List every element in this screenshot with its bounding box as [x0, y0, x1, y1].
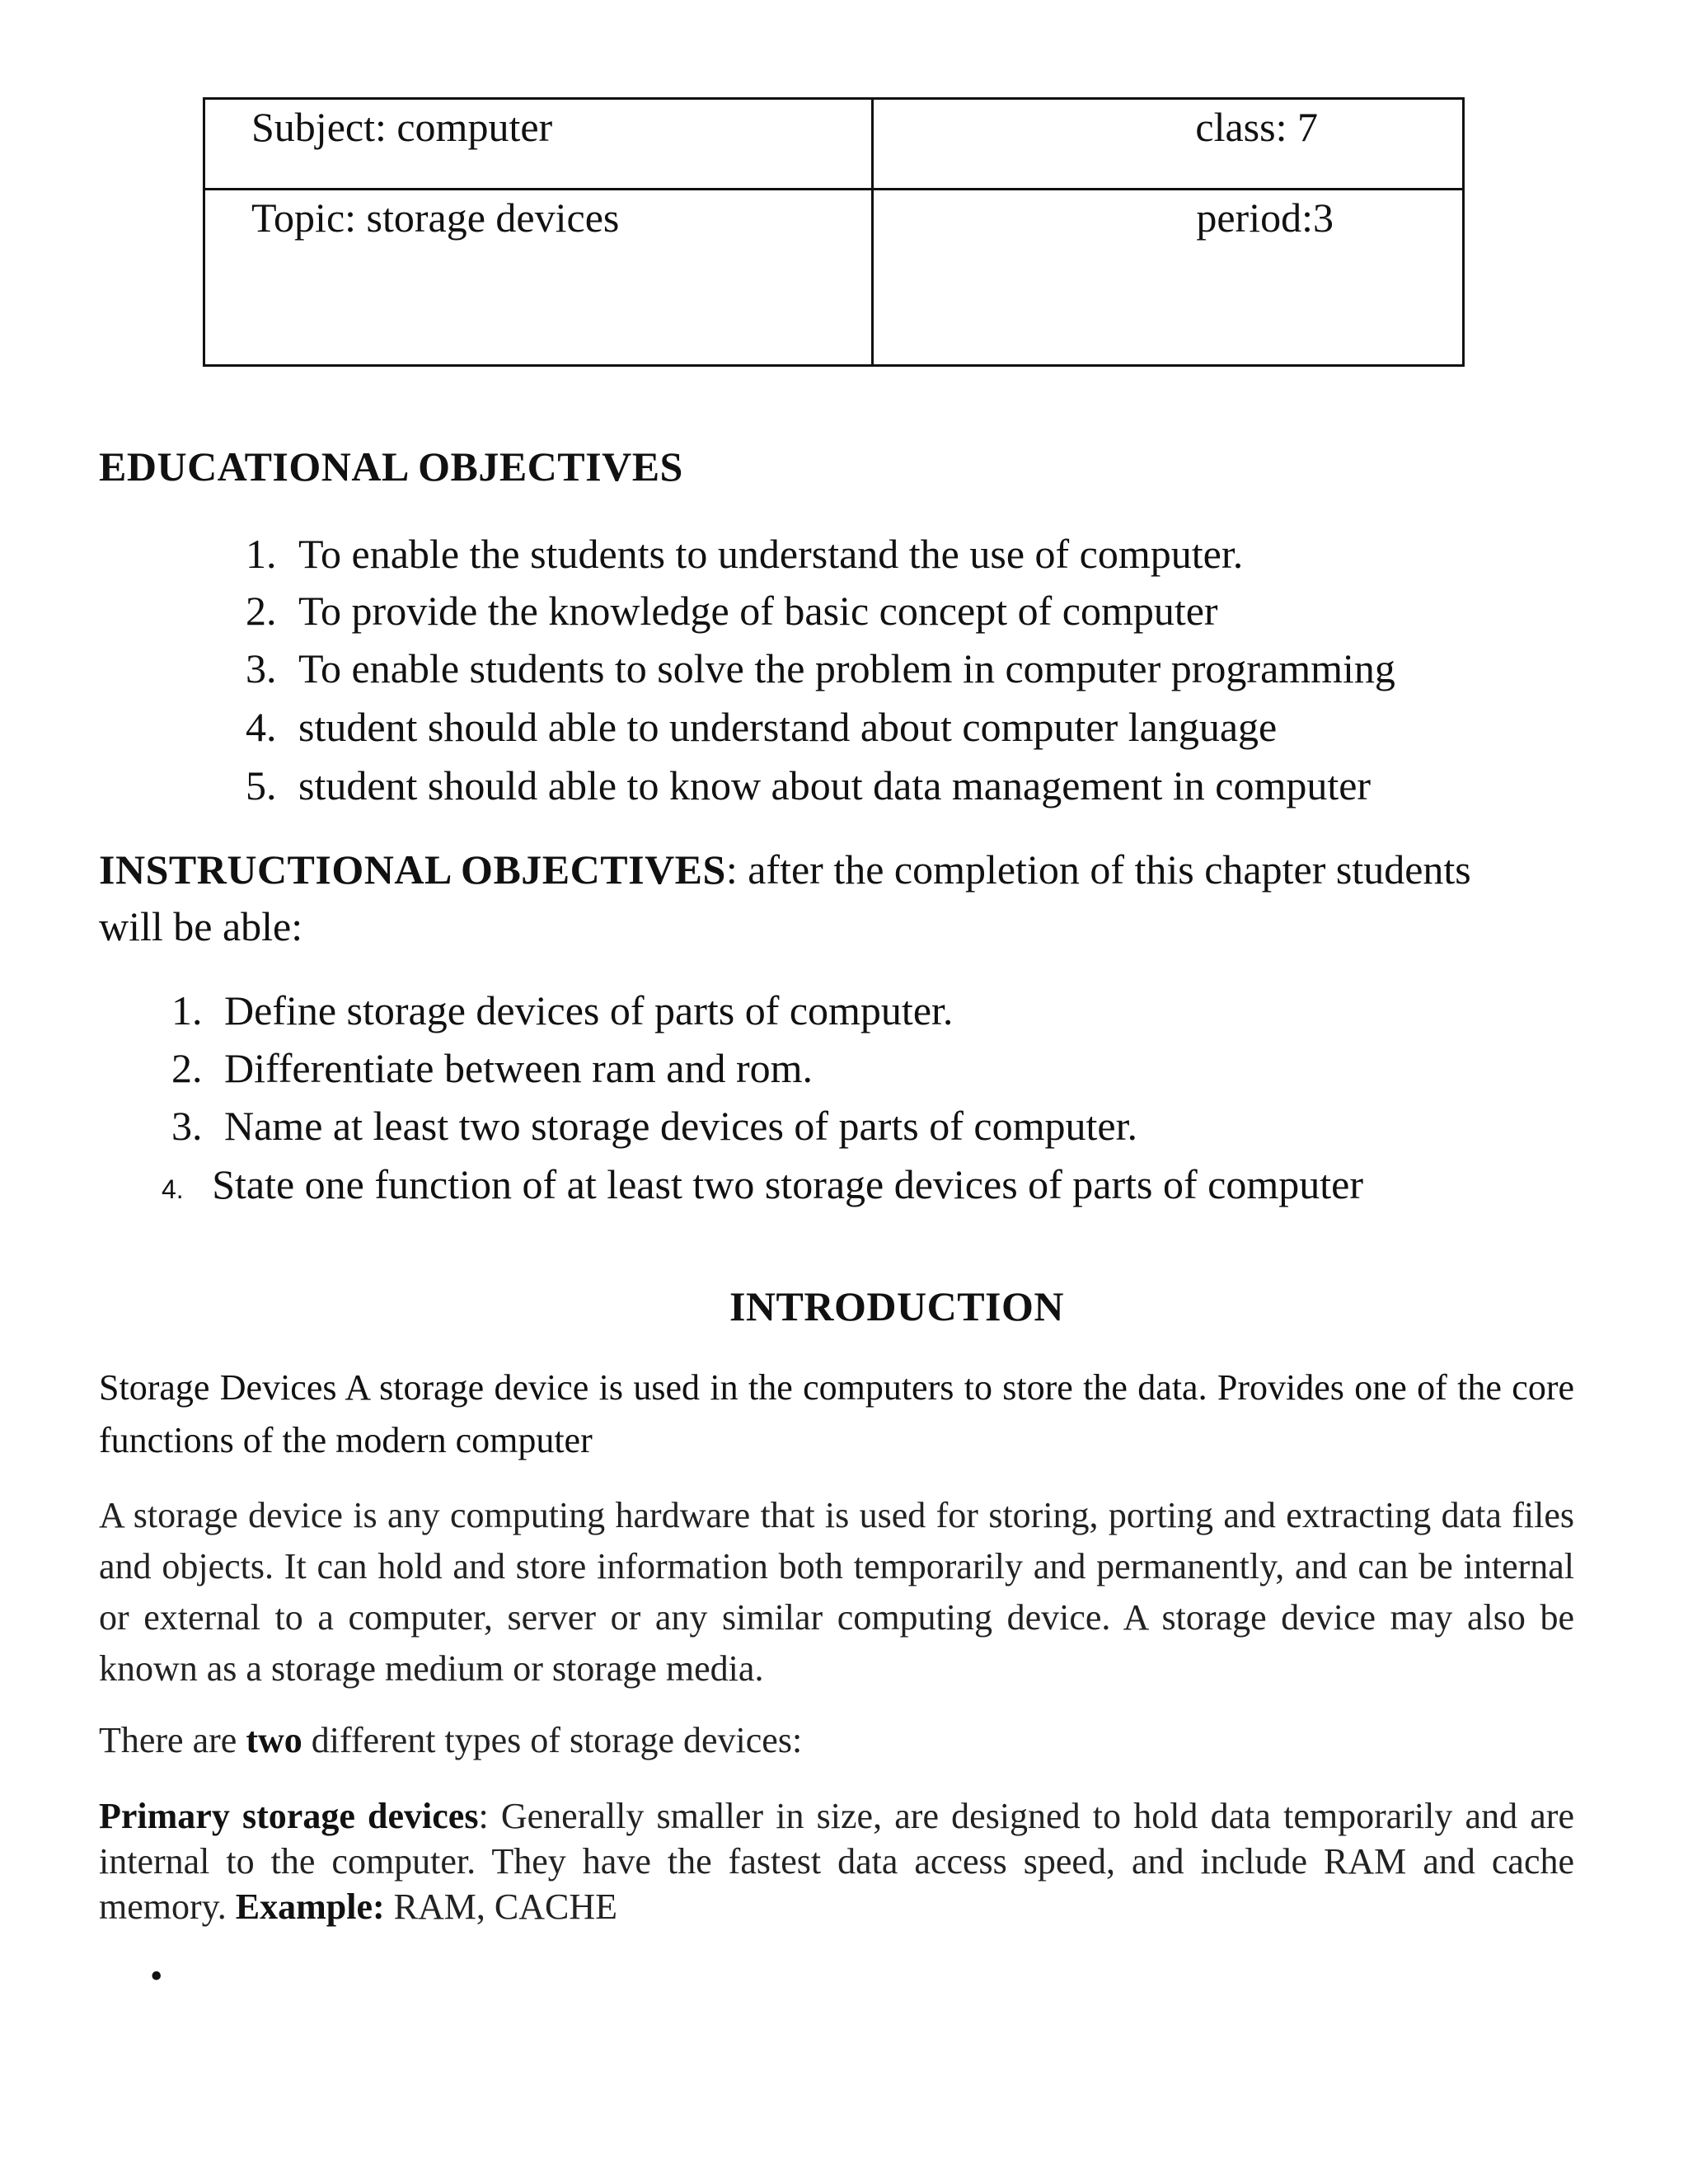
types-text: There are	[99, 1720, 246, 1760]
instr-objective-item	[171, 987, 953, 1034]
instr-objective-item	[171, 1102, 1137, 1150]
list-number: 1.	[171, 987, 203, 1033]
storage-definition-paragraph: A storage device is any computing hardware that is used for storing, porting and extracting data files and objects. It can hold and store information both temporarily and permanently, and can be internal or external to a computer, server or any similar computing device. A storage device may also be known as a storage medium or storage media.	[99, 1495, 1574, 1689]
list-text: Define storage devices of parts of computer.	[224, 987, 954, 1033]
edu-objective-item	[246, 644, 1395, 692]
list-number: 1.	[246, 531, 277, 577]
subject-cell: Subject: computer	[204, 99, 873, 190]
instructional-objectives-heading: INSTRUCTIONAL OBJECTIVES	[99, 846, 726, 893]
list-number: 4.	[162, 1174, 184, 1204]
list-number: 4.	[246, 704, 277, 750]
list-text: To enable the students to understand the use of computer.	[298, 531, 1244, 577]
list-number: 2.	[171, 1045, 203, 1091]
list-number: 3.	[246, 645, 277, 691]
period-cell: period:3	[873, 190, 1464, 366]
example-text: RAM, CACHE	[384, 1886, 618, 1927]
list-number: 3.	[171, 1103, 203, 1149]
types-count: two	[246, 1720, 302, 1760]
list-text: To provide the knowledge of basic concept of computer	[298, 588, 1218, 634]
types-text: different types of storage devices:	[302, 1720, 803, 1760]
instructional-objectives-line	[99, 846, 1471, 893]
introduction-heading: INTRODUCTION	[729, 1283, 1065, 1329]
instructional-intro-text: : after the completion of this chapter students	[725, 846, 1471, 893]
intro-paragraph: Storage Devices A storage device is used in the computers to store the data. Provides one of the core functions of the modern computer	[99, 1367, 1574, 1460]
primary-storage-term: Primary storage devices	[99, 1796, 479, 1836]
class-cell: class: 7	[873, 99, 1464, 190]
primary-storage-text: : Generally smaller in size, are designed to hold data temporarily and are internal to the computer. They have the fastest data access speed, and include RAM and cache memory.	[99, 1796, 1574, 1927]
list-text: student should able to know about data management in computer	[298, 762, 1372, 808]
bullet-point: •	[150, 1956, 163, 1996]
list-text: Name at least two storage devices of parts of computer.	[224, 1103, 1137, 1149]
lesson-info-table	[203, 97, 1465, 367]
edu-objective-item	[246, 762, 1371, 809]
example-label: Example:	[235, 1886, 385, 1927]
instructional-intro-continued: will be able:	[99, 903, 303, 949]
instr-objective-item	[171, 1044, 813, 1092]
primary-storage-paragraph	[99, 1793, 1574, 1929]
list-number: 5.	[246, 762, 277, 808]
educational-objectives-heading: EDUCATIONAL OBJECTIVES	[99, 443, 683, 490]
list-number: 2.	[246, 588, 277, 634]
instr-objective-item	[162, 1160, 1363, 1208]
list-text: student should able to understand about computer language	[298, 704, 1278, 750]
types-sentence	[99, 1719, 802, 1761]
edu-objective-item	[246, 530, 1243, 578]
topic-cell: Topic: storage devices	[204, 190, 873, 366]
list-text: State one function of at least two storage devices of parts of computer	[212, 1161, 1363, 1207]
list-text: To enable students to solve the problem in computer programming	[298, 645, 1395, 691]
edu-objective-item	[246, 587, 1218, 635]
list-text: Differentiate between ram and rom.	[224, 1045, 814, 1091]
edu-objective-item	[246, 703, 1277, 751]
